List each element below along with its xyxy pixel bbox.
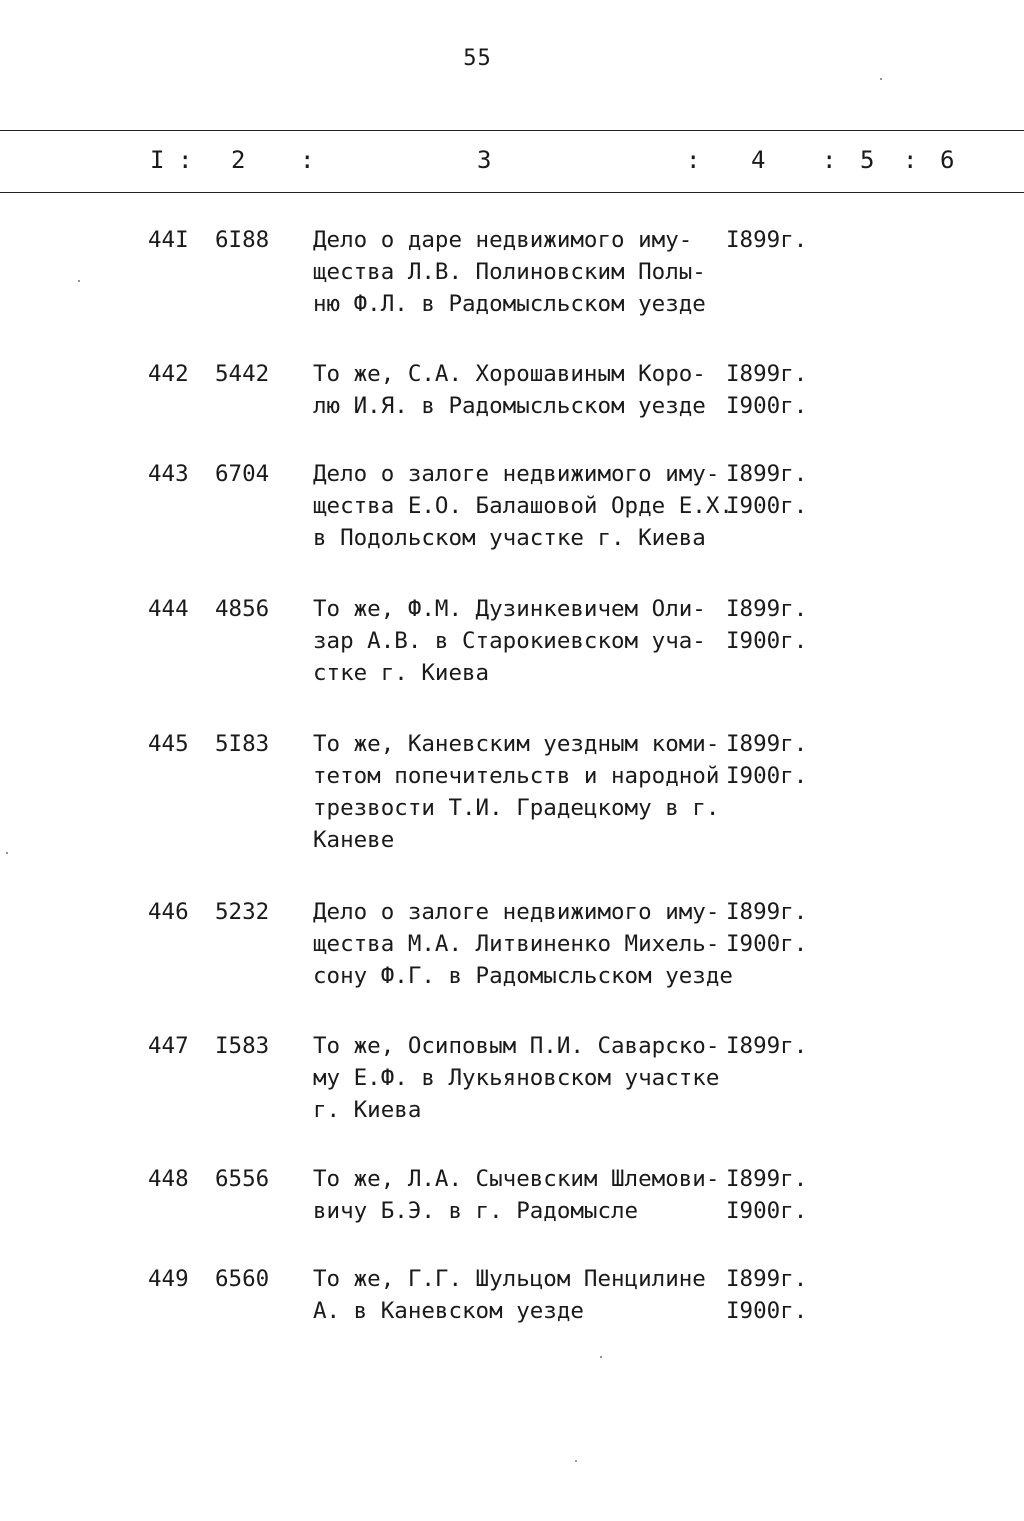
col-separator: : <box>300 146 315 174</box>
case-dates <box>726 1163 807 1227</box>
date-line: I899г. <box>726 1266 808 1292</box>
date-line: I900г. <box>726 1298 808 1324</box>
col-header-3: 3 <box>477 146 492 174</box>
description-line: в Подольском участке г. Киева <box>313 525 706 551</box>
description-line: То же, С.А. Хорошавиным Коро- <box>313 361 706 387</box>
col-header-2: 2 <box>231 146 246 174</box>
date-line: I899г. <box>726 1033 808 1059</box>
description-line: сону Ф.Г. в Радомысльском уезде <box>313 963 733 989</box>
case-description <box>313 593 706 689</box>
entry-number: 447 <box>148 1033 189 1059</box>
description-line: Дело о залоге недвижимого иму- <box>313 461 720 487</box>
date-line: I900г. <box>726 763 808 789</box>
description-line: Каневе <box>313 827 395 853</box>
col-header-6: 6 <box>940 146 955 174</box>
case-code: 4856 <box>215 596 270 622</box>
case-dates <box>726 358 807 422</box>
description-line: Дело о залоге недвижимого иму- <box>313 899 720 925</box>
entry-number: 449 <box>148 1266 189 1292</box>
scan-speck <box>600 1356 602 1358</box>
case-description <box>313 896 733 992</box>
scan-speck <box>6 852 8 854</box>
entry-number: 448 <box>148 1166 189 1192</box>
description-line: му Е.Ф. в Лукьяновском участке <box>313 1065 720 1091</box>
case-description <box>313 358 706 422</box>
case-dates <box>726 896 807 960</box>
date-line: I900г. <box>726 393 808 419</box>
description-line: То же, Л.А. Сычевским Шлемови- <box>313 1166 720 1192</box>
date-line: I900г. <box>726 1198 808 1224</box>
date-line: I899г. <box>726 1166 808 1192</box>
col-separator: : <box>822 146 837 174</box>
case-code: 5I83 <box>215 731 270 757</box>
case-dates <box>726 458 807 522</box>
description-line: То же, Каневским уездным коми- <box>313 731 720 757</box>
scan-speck <box>575 1460 577 1462</box>
case-code: 6I88 <box>215 227 270 253</box>
case-code: 6560 <box>215 1266 270 1292</box>
date-line: I899г. <box>726 361 808 387</box>
date-line: I899г. <box>726 227 808 253</box>
col-separator: : <box>178 146 193 174</box>
description-line: То же, Г.Г. Шульцом Пенцилине <box>313 1266 706 1292</box>
description-line: То же, Ф.М. Дузинкевичем Оли- <box>313 596 706 622</box>
entry-number: 442 <box>148 361 189 387</box>
case-code: 6556 <box>215 1166 270 1192</box>
col-header-5: 5 <box>860 146 875 174</box>
description-line: лю И.Я. в Радомысльском уезде <box>313 393 706 419</box>
case-description <box>313 458 733 554</box>
case-dates <box>726 728 807 792</box>
scan-speck <box>78 280 80 282</box>
description-line: А. в Каневском уезде <box>313 1298 584 1324</box>
case-dates <box>726 593 807 657</box>
case-description <box>313 1163 719 1227</box>
description-line: щества Л.В. Полиновским Полы- <box>313 259 706 285</box>
description-line: зар А.В. в Старокиевском уча- <box>313 628 706 654</box>
col-header-1: I <box>150 146 165 174</box>
description-line: тетом попечительств и народной <box>313 763 720 789</box>
page-number: 55 <box>463 46 492 71</box>
case-dates <box>726 1263 807 1327</box>
description-line: вичу Б.Э. в г. Радомысле <box>313 1198 639 1224</box>
case-code: 5442 <box>215 361 270 387</box>
date-line: I899г. <box>726 596 808 622</box>
entry-number: 44I <box>148 227 189 253</box>
description-line: стке г. Киева <box>313 660 490 686</box>
entry-number: 446 <box>148 899 189 925</box>
description-line: Дело о даре недвижимого иму- <box>313 227 693 253</box>
case-dates <box>726 224 807 256</box>
case-code: I583 <box>215 1033 270 1059</box>
case-code: 6704 <box>215 461 270 487</box>
entry-number: 445 <box>148 731 189 757</box>
header-rule-top <box>0 130 1024 131</box>
description-line: щества М.А. Литвиненко Михель- <box>313 931 720 957</box>
scan-speck <box>880 78 882 80</box>
date-line: I899г. <box>726 731 808 757</box>
col-separator: : <box>903 146 918 174</box>
description-line: То же, Осиповым П.И. Саварско- <box>313 1033 720 1059</box>
description-line: трезвости Т.И. Градецкому в г. <box>313 795 720 821</box>
header-rule-bottom <box>0 192 1024 193</box>
date-line: I900г. <box>726 493 808 519</box>
date-line: I899г. <box>726 899 808 925</box>
description-line: г. Киева <box>313 1097 422 1123</box>
case-description <box>313 1263 706 1327</box>
description-line: ню Ф.Л. в Радомысльском уезде <box>313 291 706 317</box>
date-line: I900г. <box>726 628 808 654</box>
date-line: I900г. <box>726 931 808 957</box>
date-line: I899г. <box>726 461 808 487</box>
col-separator: : <box>686 146 701 174</box>
case-description <box>313 728 719 856</box>
col-header-4: 4 <box>751 146 766 174</box>
case-description <box>313 1030 719 1126</box>
case-code: 5232 <box>215 899 270 925</box>
entry-number: 443 <box>148 461 189 487</box>
case-dates <box>726 1030 807 1062</box>
description-line: щества Е.О. Балашовой Орде Е.Х. <box>313 493 733 519</box>
case-description <box>313 224 706 320</box>
entry-number: 444 <box>148 596 189 622</box>
